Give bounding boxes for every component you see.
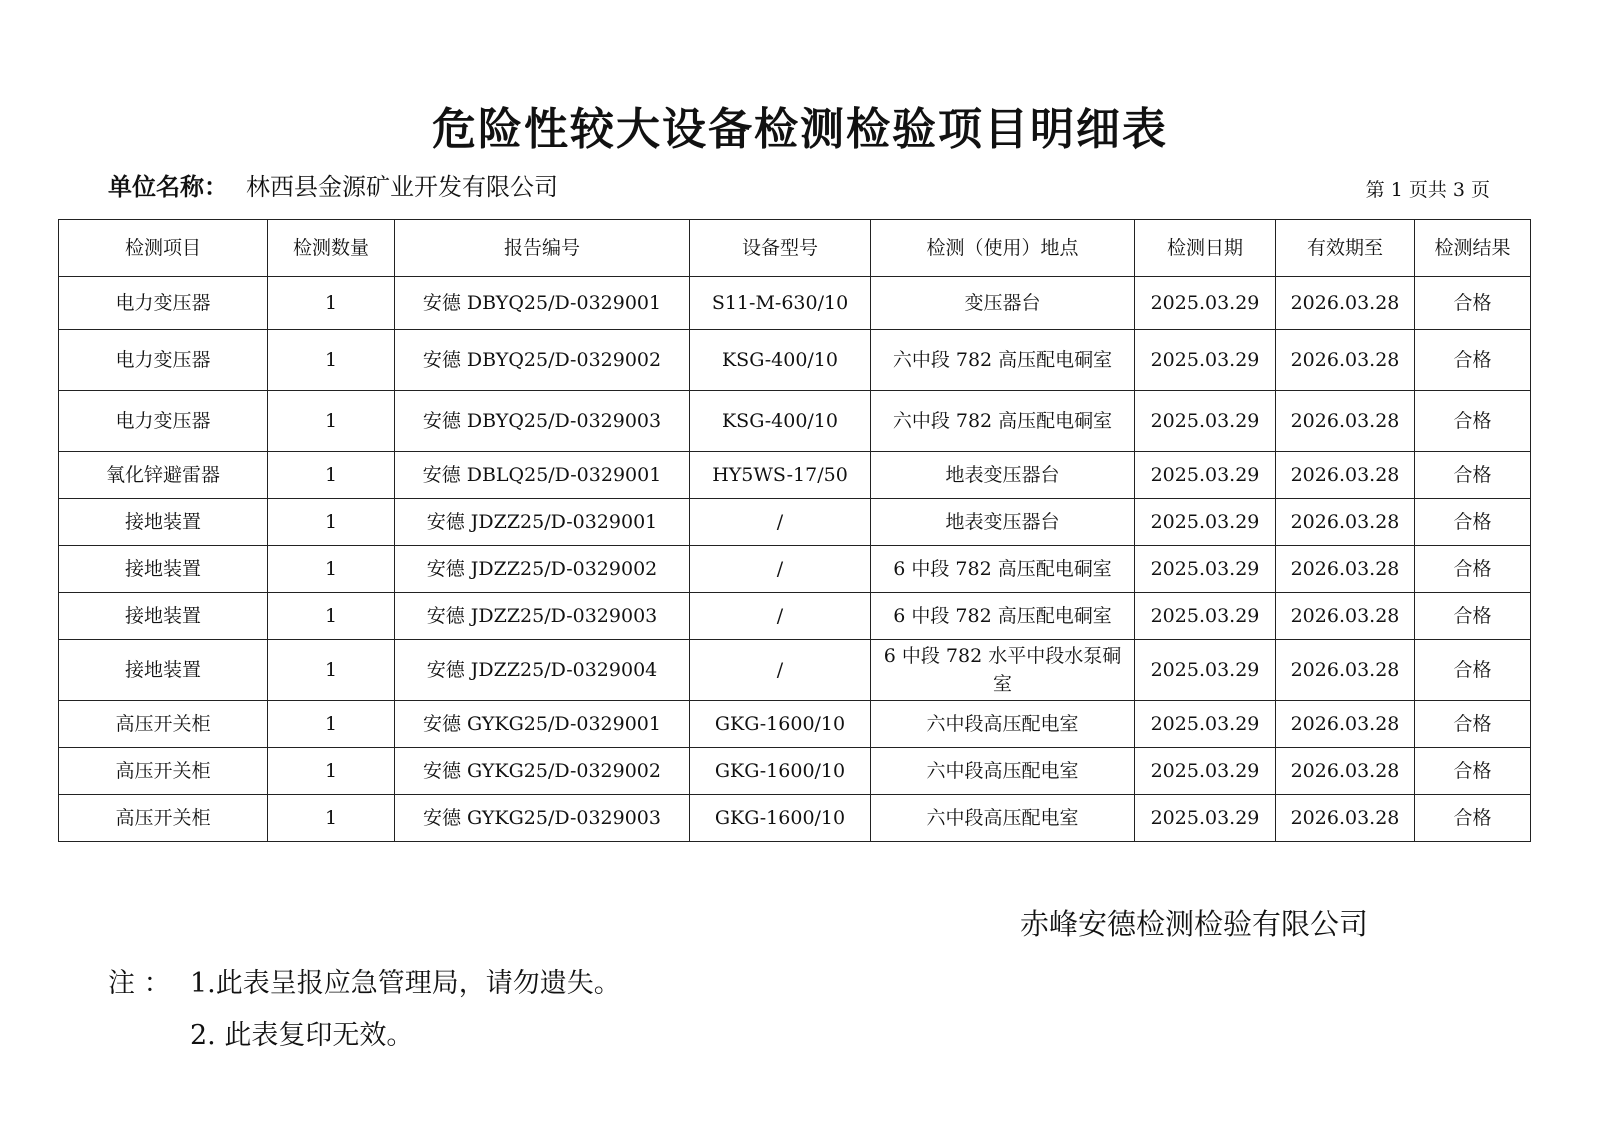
inspection-table [58,219,1531,842]
cell-result: 合格 [1415,593,1531,640]
cell-result: 合格 [1415,701,1531,748]
cell-test-date: 2025.03.29 [1135,640,1276,701]
cell-location: 6 中段 782 高压配电硐室 [871,546,1135,593]
header-valid-until: 有效期至 [1276,220,1415,277]
table-row [59,452,1531,499]
cell-test-date: 2025.03.29 [1135,795,1276,842]
cell-report-no: 安德 GYKG25/D-0329001 [395,701,690,748]
cell-item: 接地装置 [59,593,268,640]
cell-test-date: 2025.03.29 [1135,546,1276,593]
cell-item: 氧化锌避雷器 [59,452,268,499]
cell-report-no: 安德 JDZZ25/D-0329001 [395,499,690,546]
header-model: 设备型号 [690,220,871,277]
issuing-company: 赤峰安德检测检验有限公司 [1019,907,1368,941]
note-line-2 [108,1010,621,1062]
cell-location: 六中段高压配电室 [871,701,1135,748]
cell-quantity: 1 [268,701,395,748]
cell-report-no: 安德 GYKG25/D-0329002 [395,748,690,795]
cell-model: GKG-1600/10 [690,748,871,795]
cell-test-date: 2025.03.29 [1135,499,1276,546]
cell-valid-until: 2026.03.28 [1276,391,1415,452]
cell-report-no: 安德 DBLQ25/D-0329001 [395,452,690,499]
table-row [59,391,1531,452]
cell-result: 合格 [1415,640,1531,701]
cell-valid-until: 2026.03.28 [1276,640,1415,701]
cell-quantity: 1 [268,452,395,499]
cell-model: GKG-1600/10 [690,795,871,842]
table-row [59,330,1531,391]
cell-quantity: 1 [268,640,395,701]
cell-test-date: 2025.03.29 [1135,593,1276,640]
cell-valid-until: 2026.03.28 [1276,748,1415,795]
cell-valid-until: 2026.03.28 [1276,452,1415,499]
cell-item: 电力变压器 [59,330,268,391]
cell-item: 电力变压器 [59,391,268,452]
cell-model: S11-M-630/10 [690,277,871,330]
cell-quantity: 1 [268,593,395,640]
cell-valid-until: 2026.03.28 [1276,499,1415,546]
unit-label: 单位名称： [108,173,228,201]
cell-valid-until: 2026.03.28 [1276,593,1415,640]
cell-location: 6 中段 782 水平中段水泵硐室 [871,640,1135,701]
cell-location: 六中段高压配电室 [871,748,1135,795]
cell-valid-until: 2026.03.28 [1276,277,1415,330]
header-test-date: 检测日期 [1135,220,1276,277]
unit-name: 林西县金源矿业开发有限公司 [246,173,558,201]
cell-valid-until: 2026.03.28 [1276,330,1415,391]
cell-location: 六中段高压配电室 [871,795,1135,842]
cell-quantity: 1 [268,391,395,452]
notes-prefix: 注 ： [108,968,171,999]
cell-test-date: 2025.03.29 [1135,452,1276,499]
cell-location: 六中段 782 高压配电硐室 [871,391,1135,452]
note-text-1: 1.此表呈报应急管理局，请勿遗失。 [190,968,621,999]
cell-report-no: 安德 JDZZ25/D-0329003 [395,593,690,640]
cell-location: 六中段 782 高压配电硐室 [871,330,1135,391]
cell-test-date: 2025.03.29 [1135,330,1276,391]
cell-valid-until: 2026.03.28 [1276,546,1415,593]
cell-valid-until: 2026.03.28 [1276,795,1415,842]
page-info: 第 1 页共 3 页 [1365,179,1490,201]
cell-model: / [690,593,871,640]
cell-item: 电力变压器 [59,277,268,330]
cell-test-date: 2025.03.29 [1135,391,1276,452]
cell-location: 地表变压器台 [871,499,1135,546]
cell-report-no: 安德 DBYQ25/D-0329002 [395,330,690,391]
table-row [59,546,1531,593]
table-row [59,640,1531,701]
note-line-1 [108,958,621,1010]
cell-result: 合格 [1415,452,1531,499]
cell-report-no: 安德 DBYQ25/D-0329003 [395,391,690,452]
header-location: 检测（使用）地点 [871,220,1135,277]
cell-model: GKG-1600/10 [690,701,871,748]
cell-item: 高压开关柜 [59,701,268,748]
cell-test-date: 2025.03.29 [1135,701,1276,748]
cell-quantity: 1 [268,748,395,795]
table-row [59,748,1531,795]
header-item: 检测项目 [59,220,268,277]
cell-item: 接地装置 [59,546,268,593]
table-row [59,499,1531,546]
cell-model: KSG-400/10 [690,330,871,391]
header-quantity: 检测数量 [268,220,395,277]
cell-quantity: 1 [268,795,395,842]
cell-result: 合格 [1415,499,1531,546]
cell-model: / [690,546,871,593]
cell-result: 合格 [1415,330,1531,391]
cell-item: 接地装置 [59,640,268,701]
table-row [59,593,1531,640]
cell-model: KSG-400/10 [690,391,871,452]
cell-result: 合格 [1415,546,1531,593]
table-header-row [59,220,1531,277]
cell-valid-until: 2026.03.28 [1276,701,1415,748]
cell-test-date: 2025.03.29 [1135,748,1276,795]
cell-report-no: 安德 JDZZ25/D-0329004 [395,640,690,701]
document-title: 危险性较大设备检测检验项目明细表 [432,104,1168,155]
cell-quantity: 1 [268,499,395,546]
cell-test-date: 2025.03.29 [1135,277,1276,330]
cell-result: 合格 [1415,795,1531,842]
cell-model: HY5WS-17/50 [690,452,871,499]
cell-item: 接地装置 [59,499,268,546]
cell-model: / [690,640,871,701]
cell-item: 高压开关柜 [59,748,268,795]
header-result: 检测结果 [1415,220,1531,277]
header-report-no: 报告编号 [395,220,690,277]
cell-result: 合格 [1415,748,1531,795]
unit-row [108,170,558,204]
cell-quantity: 1 [268,330,395,391]
cell-report-no: 安德 JDZZ25/D-0329002 [395,546,690,593]
table-row [59,701,1531,748]
cell-location: 地表变压器台 [871,452,1135,499]
cell-result: 合格 [1415,277,1531,330]
cell-location: 6 中段 782 高压配电硐室 [871,593,1135,640]
note-text-2: 2. 此表复印无效。 [190,1020,414,1051]
cell-quantity: 1 [268,277,395,330]
table-row [59,795,1531,842]
notes-block [108,958,621,1062]
cell-result: 合格 [1415,391,1531,452]
table-row [59,277,1531,330]
cell-report-no: 安德 DBYQ25/D-0329001 [395,277,690,330]
cell-model: / [690,499,871,546]
cell-location: 变压器台 [871,277,1135,330]
cell-report-no: 安德 GYKG25/D-0329003 [395,795,690,842]
cell-quantity: 1 [268,546,395,593]
cell-item: 高压开关柜 [59,795,268,842]
